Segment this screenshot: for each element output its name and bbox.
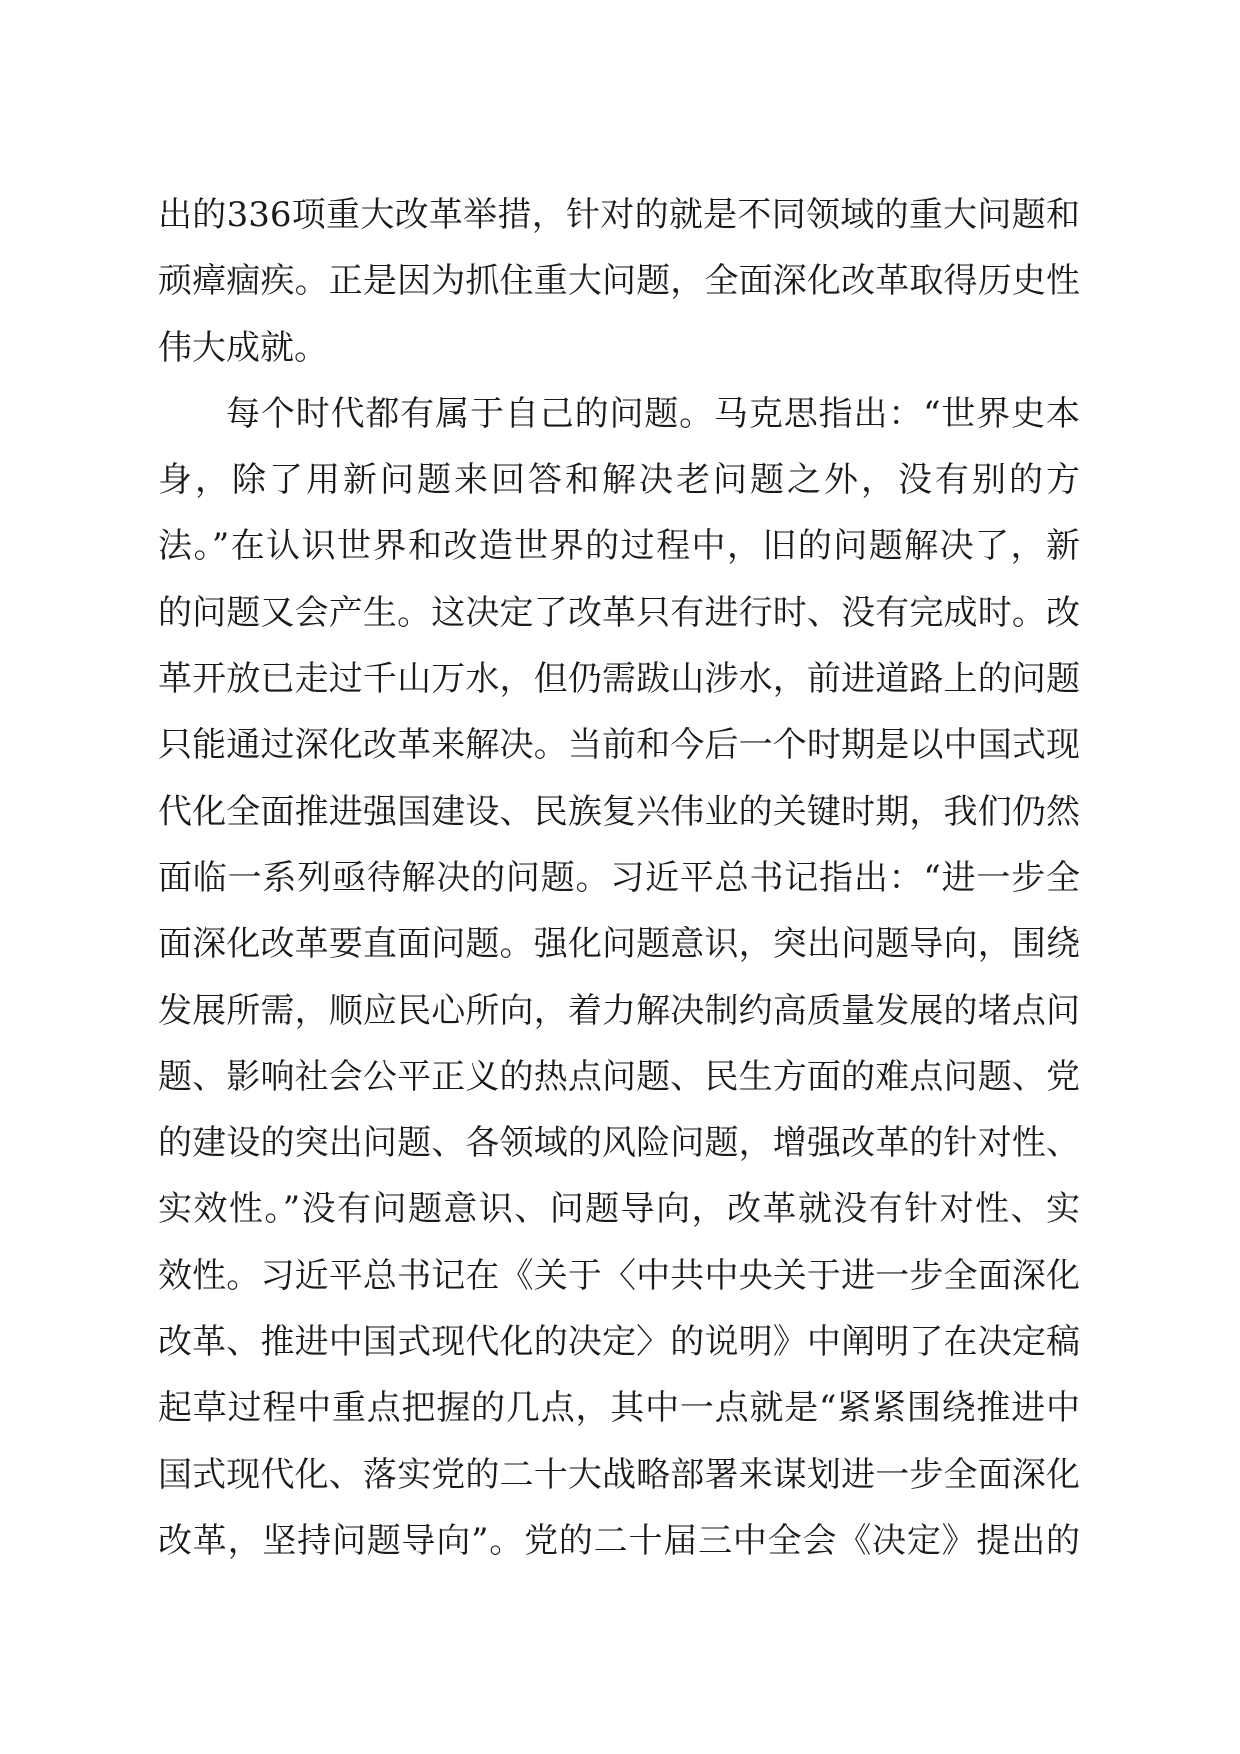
text-line: 面临一系列亟待解决的问题。习近平总书记指出：“进一步全 (158, 857, 1080, 898)
text-line: 顽瘴痼疾。正是因为抓住重大问题，全面深化改革取得历史性 (158, 261, 1080, 302)
text-line: 改革，坚持问题导向”。党的二十届三中全会《决定》提出的 (158, 1520, 1080, 1561)
text-line: 的问题又会产生。这决定了改革只有进行时、没有完成时。改 (158, 592, 1080, 633)
text-line: 每个时代都有属于自己的问题。马克思指出：“世界史本 (226, 393, 1080, 434)
text-line: 改革、推进中国式现代化的决定〉的说明》中阐明了在决定稿 (158, 1322, 1080, 1363)
text-line: 发展所需，顺应民心所向，着力解决制约高质量发展的堵点问 (158, 990, 1080, 1031)
text-line: 伟大成就。 (158, 327, 328, 368)
text-line: 只能通过深化改革来解决。当前和今后一个时期是以中国式现 (158, 725, 1080, 766)
text-line: 面深化改革要直面问题。强化问题意识，突出问题导向，围绕 (158, 924, 1080, 965)
text-line: 身，除了用新问题来回答和解决老问题之外，没有别的方 (158, 460, 1080, 501)
text-line: 出的336项重大改革举措，针对的就是不同领域的重大问题和 (158, 195, 1080, 235)
text-line: 起草过程中重点把握的几点，其中一点就是“紧紧围绕推进中 (158, 1388, 1080, 1429)
paragraph-1 (158, 182, 1080, 381)
text-line: 代化全面推进强国建设、民族复兴伟业的关键时期，我们仍然 (158, 791, 1080, 832)
text-line: 法。”在认识世界和改造世界的过程中，旧的问题解决了，新 (158, 526, 1080, 567)
text-line (158, 1574, 1080, 1640)
body-text (158, 182, 1080, 1641)
text-line: 效性。习近平总书记在《关于〈中共中央关于进一步全面深化 (158, 1255, 1080, 1296)
text-line: 实效性。”没有问题意识、问题导向，改革就没有针对性、实 (158, 1189, 1080, 1230)
text-line: 的建设的突出问题、各领域的风险问题，增强改革的针对性、 (158, 1123, 1080, 1164)
paragraph-2 (158, 381, 1080, 1641)
text-line: 题、影响社会公平正义的热点问题、民生方面的难点问题、党 (158, 1056, 1080, 1097)
text-line: 国式现代化、落实党的二十大战略部署来谋划进一步全面深化 (158, 1454, 1080, 1495)
text-line: 革开放已走过千山万水，但仍需跋山涉水，前进道路上的问题 (158, 659, 1080, 700)
